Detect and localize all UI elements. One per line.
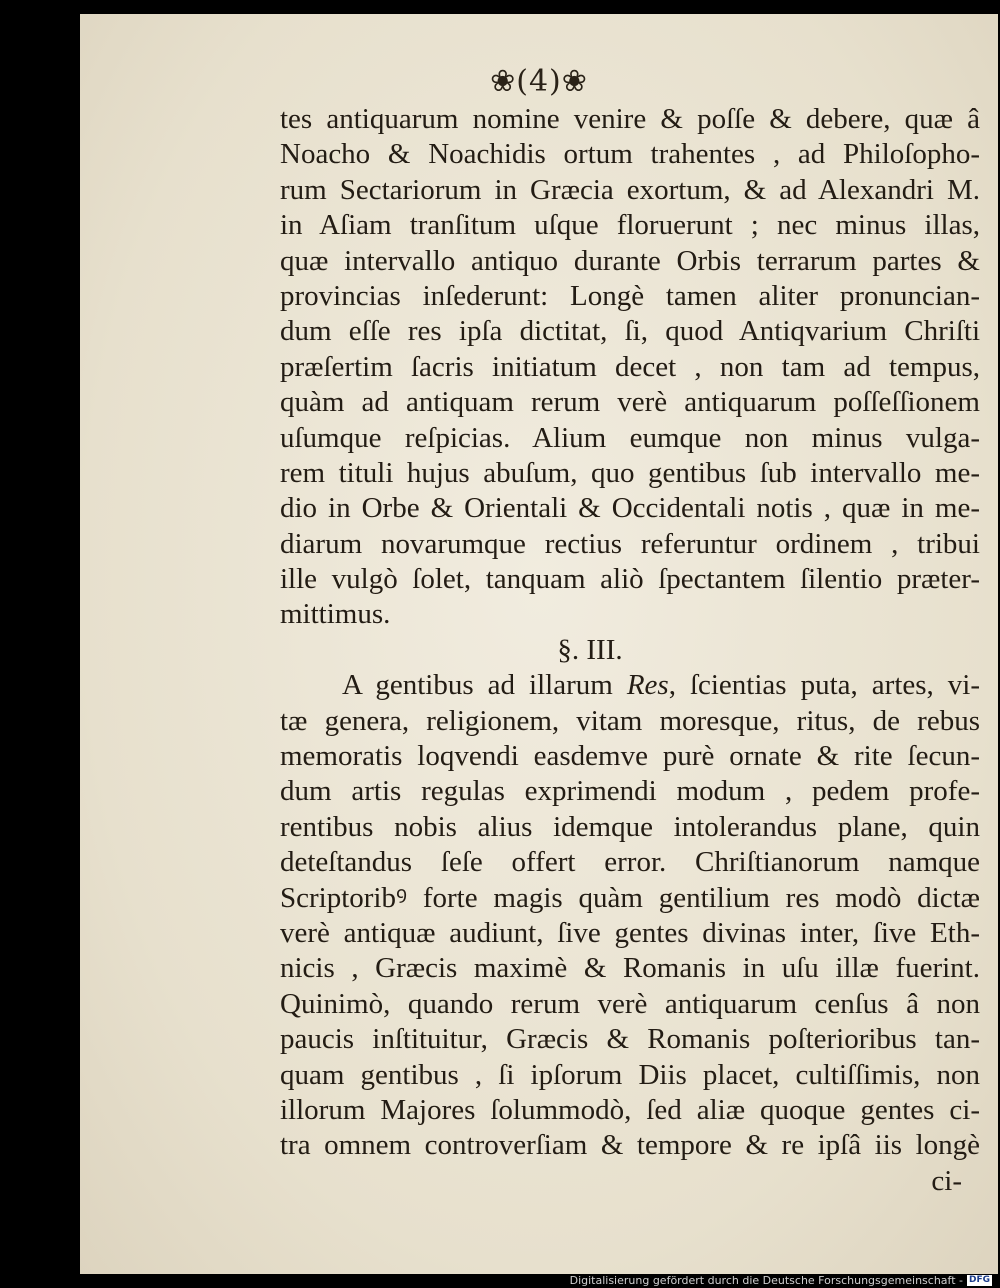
text-line: nicis , Græcis maximè & Romanis in uſu illæ fuerint.: [280, 952, 980, 985]
section-heading: §. III.: [557, 633, 623, 666]
dfg-logo: DFG: [968, 1274, 990, 1285]
text-line: mittimus.: [280, 598, 391, 631]
text-line: rem tituli hujus abuſum, quo gentibus ſub intervallo me-: [280, 456, 980, 489]
text-line: præſertim ſacris initiatum decet , non tam ad tempus,: [280, 350, 980, 383]
text-line: memoratis loqvendi easdemve purè ornate & rite ſecun-: [280, 740, 980, 773]
text-line: Scriptoribꝰ forte magis quàm gentilium res modò dictæ: [280, 881, 980, 914]
text-line: paucis inſtituitur, Græcis & Romanis poſterioribus tan-: [280, 1023, 980, 1056]
text-line: Quinimò, quando rerum verè antiquarum cenſus â non: [280, 987, 980, 1020]
scanned-page: [80, 14, 998, 1274]
body-text: [280, 102, 980, 1199]
text-line: quàm ad antiquam rerum verè antiquarum poſſeſſionem: [280, 386, 980, 419]
footer-text: Digitalisierung gefördert durch die Deutsche Forschungsgemeinschaft -: [569, 1273, 963, 1287]
text-line: rum Sectariorum in Græcia exortum, & ad Alexandri M.: [280, 173, 980, 206]
text-line: quæ intervallo antiquo durante Orbis terrarum partes &: [280, 244, 980, 277]
digitization-footer: [570, 1274, 992, 1286]
text-line: Noacho & Noachidis ortum trahentes , ad Philoſopho-: [280, 138, 980, 171]
page-number-header: ❀(4)❀: [490, 64, 588, 99]
text-line: uſumque reſpicias. Alium eumque non minus vulga-: [280, 421, 980, 454]
text-line: ille vulgò ſolet, tanquam aliò ſpectantem ſilentio præter-: [280, 563, 980, 596]
catchword: ci-: [931, 1164, 962, 1197]
text-line: diarum novarumque rectius referuntur ordinem , tribui: [280, 527, 980, 560]
text-line: dum eſſe res ipſa dictitat, ſi, quod Antiqvarium Chriſti: [280, 315, 980, 348]
text-line: tra omnem controverſiam & tempore & re ipſâ iis longè: [280, 1129, 980, 1162]
text-line: verè antiquæ audiunt, ſive gentes divinas inter, ſive Eth-: [280, 916, 980, 949]
text-line: dio in Orbe & Orientali & Occidentali notis , quæ in me-: [280, 492, 980, 525]
text-line: in Aſiam tranſitum uſque floruerunt ; nec minus illas,: [280, 209, 980, 242]
text-line: dum artis regulas exprimendi modum , pedem profe-: [280, 775, 980, 808]
italic-word: Res: [626, 669, 669, 702]
text-line: illorum Majores ſolummodò, ſed aliæ quoque gentes ci-: [280, 1093, 980, 1126]
text-line: provincias inſederunt: Longè tamen aliter pronuncian-: [280, 279, 980, 312]
section-first-line: A gentibus ad illarum Res, ſcientias puta, artes, vi-: [342, 669, 981, 702]
text-line: rentibus nobis alius idemque intolerandus plane, quin: [280, 810, 980, 843]
text-line: deteſtandus ſeſe offert error. Chriſtianorum namque: [280, 846, 980, 879]
text-line: tes antiquarum nomine venire & poſſe & debere, quæ â: [280, 103, 980, 135]
text-line: tæ genera, religionem, vitam moresque, ritus, de rebus: [280, 704, 980, 737]
text-line: quam gentibus , ſi ipſorum Diis placet, cultiſſimis, non: [280, 1058, 980, 1091]
